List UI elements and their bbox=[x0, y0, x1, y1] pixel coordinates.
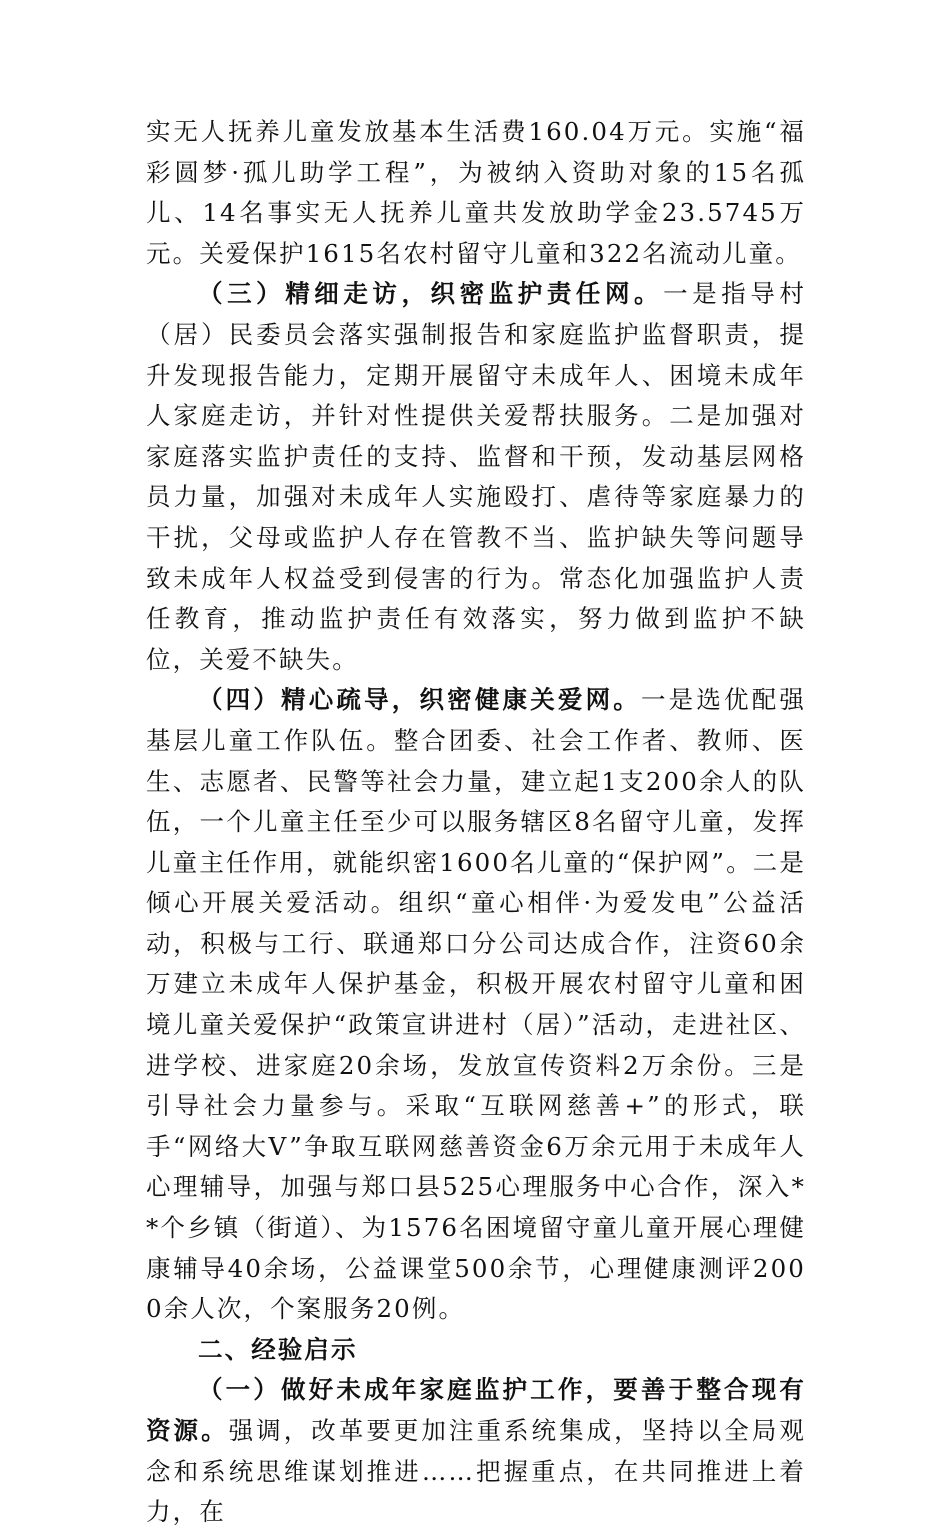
paragraph-lessons bbox=[146, 1370, 806, 1532]
paragraph-guidance-text: 一是选优配强基层儿童工作队伍。整合团委、社会工作者、教师、医生、志愿者、民警等社会力量，建立起1支200余人的队伍，一个儿童主任至少可以服务辖区8名留守儿童，发挥儿童主任作用，就能织密1600名儿童的“保护网”。二是倾心开展关爱活动。组织“童心相伴·为爱发电”公益活动，积极与工行、联通郑口分公司达成合作，注资60余万建立未成年人保护基金，积极开展农村留守儿童和困境儿童关爱保护“政策宣讲进村（居）”活动，走进社区、进学校、进家庭20余场，发放宣传资料2万余份。三是引导社会力量参与。采取“互联网慈善+”的形式，联手“网络大V”争取互联网慈善资金6万余元用于未成年人心理辅导，加强与郑口县525心理服务中心合作，深入**个乡镇（街道）、为1576名困境留守童儿童开展心理健康辅导40余场，公益课堂500余节，心理健康测评2000余人次，个案服务20例。 bbox=[146, 685, 806, 1324]
paragraph-lessons-text: 强调，改革要更加注重系统集成，坚持以全局观念和系统思维谋划推进……把握重点，在共同推进上着力，在 bbox=[146, 1416, 806, 1527]
paragraph-funding-text: 实无人抚养儿童发放基本生活费160.04万元。实施“福彩圆梦·孤儿助学工程”，为被纳入资助对象的15名孤儿、14名事实无人抚养儿童共发放助学金23.5745万元。关爱保护1615名农村留守儿童和322名流动儿童。 bbox=[146, 117, 806, 268]
document-page bbox=[146, 112, 806, 1533]
paragraph-guidance-lead: （四）精心疏导，织密健康关爱网。 bbox=[198, 685, 641, 715]
paragraph-visits-text: 一是指导村（居）民委员会落实强制报告和家庭监护监督职责，提升发现报告能力，定期开展留守未成年人、困境未成年人家庭走访，并针对性提供关爱帮扶服务。二是加强对家庭落实监护责任的支持、监督和干预，发动基层网格员力量，加强对未成年人实施殴打、虐待等家庭暴力的干扰，父母或监护人存在管教不当、监护缺失等问题导致未成年人权益受到侵害的行为。常态化加强监护人责任教育，推动监护责任有效落实，努力做到监护不缺位，关爱不缺失。 bbox=[146, 279, 807, 674]
section-heading: 二、经验启示 bbox=[198, 1334, 358, 1364]
paragraph-guidance bbox=[146, 680, 806, 1330]
paragraph-lessons-lead: （一）做好未成年家庭监护工作，要善于整合现有资源。 bbox=[146, 1375, 806, 1445]
paragraph-visits bbox=[146, 274, 806, 680]
paragraph-funding bbox=[146, 112, 806, 274]
paragraph-visits-lead: （三）精细走访，织密监护责任网。 bbox=[198, 279, 664, 309]
